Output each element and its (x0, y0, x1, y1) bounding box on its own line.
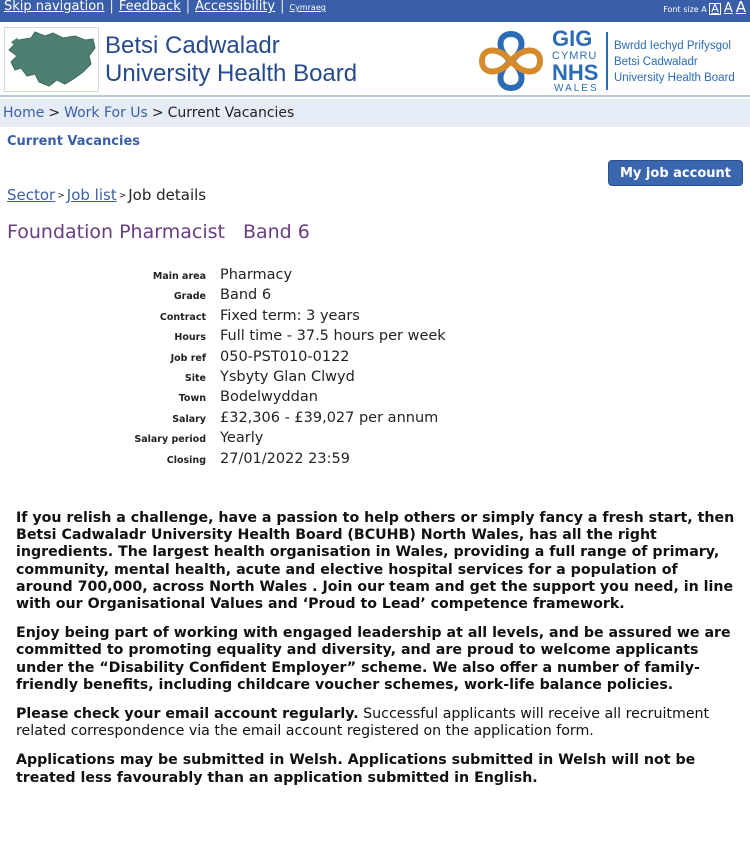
job-breadcrumb (7, 186, 206, 204)
detail-row (100, 430, 640, 450)
job-band: Band 6 (242, 221, 310, 243)
detail-row (100, 349, 640, 369)
detail-value: Bodelwyddan (220, 389, 318, 406)
breadcrumb-separator: > (118, 191, 127, 201)
my-job-account-button[interactable]: My job account (608, 160, 743, 186)
logo-divider (606, 32, 608, 90)
bilingual-board-name (614, 38, 735, 86)
detail-label: Salary period (134, 434, 206, 446)
nhs-text: NHS (552, 60, 599, 85)
detail-value: Full time - 37.5 hours per week (220, 328, 446, 345)
cymru-text: CYMRU (552, 50, 598, 62)
font-size-label: Font size (663, 5, 699, 14)
detail-row (100, 287, 640, 307)
breadcrumb-separator: > (151, 105, 164, 121)
section-title: Current Vacancies (7, 134, 141, 149)
breadcrumb-separator: > (48, 105, 61, 121)
job-list-link[interactable]: Job list (66, 186, 117, 204)
job-details-current: Job details (128, 186, 207, 204)
detail-row (100, 410, 640, 430)
breadcrumb-separator: > (57, 191, 65, 201)
accessibility-link[interactable]: Accessibility (195, 0, 276, 14)
north-wales-map-logo[interactable] (4, 27, 99, 92)
site-header (0, 22, 750, 97)
nhs-wales-logo[interactable] (476, 26, 746, 96)
welsh-name-line-1: Bwrdd Iechyd Prifysgol (614, 40, 731, 52)
detail-label: Town (178, 393, 206, 405)
font-size-a-small[interactable]: A (701, 5, 707, 14)
font-size-a-large[interactable]: A (723, 1, 733, 16)
detail-label: Main area (152, 271, 206, 282)
health-board-name (105, 32, 357, 88)
access-links (4, 0, 326, 16)
job-details-table (100, 267, 640, 471)
breadcrumb-current: Current Vacancies (167, 105, 295, 121)
detail-value: Pharmacy (220, 267, 293, 283)
celtic-knot-icon (476, 28, 546, 94)
separator: | (185, 0, 191, 14)
detail-value: Yearly (220, 430, 264, 447)
detail-label: Salary (172, 413, 206, 425)
detail-value: 27/01/2022 23:59 (220, 450, 350, 467)
font-size-controls (663, 0, 746, 16)
font-size-a-medium[interactable]: A (711, 2, 719, 15)
brand-line-1: Betsi Cadwaladr (105, 32, 280, 59)
detail-row (100, 328, 640, 348)
wales-text: WALES (554, 83, 599, 94)
welsh-name-line-2: Betsi Cadwaladr (614, 56, 698, 68)
sector-link[interactable]: Sector (7, 186, 56, 204)
description-paragraph-1: If you relish a challenge, have a passion to help others or simply fancy a fresh start, then Betsi Cadwaladr University Health Board (BCUHB) North Wales, has all the right ingredients. The largest health organisation in Wales, providing a full range of primary, community, mental health, acute and elective hospital services for a population of around 700,000, across North Wales . Join our team and get the support you need, in line with our Organisational Values and ‘Proud to Lead’ competence framework. (16, 510, 735, 613)
brand-line-2: University Health Board (105, 60, 358, 87)
feedback-link[interactable]: Feedback (118, 0, 181, 14)
welsh-name-line-3: University Health Board (614, 72, 735, 84)
detail-row (100, 389, 640, 409)
job-heading (7, 221, 310, 243)
detail-label: Contract (159, 311, 206, 323)
detail-row (100, 308, 640, 328)
detail-label: Hours (174, 332, 206, 344)
top-access-bar (0, 0, 750, 22)
detail-label: Site (184, 372, 206, 384)
detail-value: Band 6 (220, 287, 272, 304)
detail-value: Fixed term: 3 years (220, 307, 360, 324)
map-icon (5, 28, 98, 91)
detail-row (100, 369, 640, 389)
detail-label: Closing (166, 454, 206, 466)
detail-value: £32,306 - £39,027 per annum (220, 409, 439, 426)
detail-row (100, 451, 640, 471)
description-paragraph-2: Enjoy being part of working with engaged leadership at all levels, and be assured we are committed to promoting equality and diversity, and are proud to welcome applicants under the “Disability Confident Employer” scheme. We also offer a number of family-friendly benefits, including childcare voucher schemes, work-life balance policies. (16, 625, 731, 693)
breadcrumb (0, 99, 750, 127)
detail-value: Ysbyty Glan Clwyd (220, 368, 355, 385)
separator: | (109, 0, 114, 14)
skip-navigation-link[interactable]: Skip navigation (4, 0, 105, 14)
detail-label: Job ref (170, 352, 206, 364)
email-notice-text: Successful applicants will receive all recruitment related correspondence via the email account registered on the application form. (16, 706, 710, 740)
description-paragraph-4: Applications may be submitted in Welsh. Applications submitted in Welsh will not be treated less favourably than an application submitted in English. (16, 752, 696, 786)
job-title: Foundation Pharmacist (7, 221, 225, 243)
email-notice-bold: Please check your email account regularly. (16, 706, 359, 723)
description-paragraph-3 (16, 706, 736, 740)
detail-row (100, 267, 640, 287)
job-description (16, 510, 736, 799)
font-size-a-xlarge[interactable]: A (735, 0, 746, 16)
detail-value: 050-PST010-0122 (220, 348, 350, 365)
cymraeg-link[interactable]: Cymraeg (289, 3, 326, 12)
gig-text: GIG (552, 26, 593, 51)
detail-label: Grade (173, 291, 206, 303)
separator: | (280, 0, 285, 14)
breadcrumb-home[interactable]: Home (3, 105, 45, 121)
breadcrumb-work-for-us[interactable]: Work For Us (64, 105, 148, 121)
